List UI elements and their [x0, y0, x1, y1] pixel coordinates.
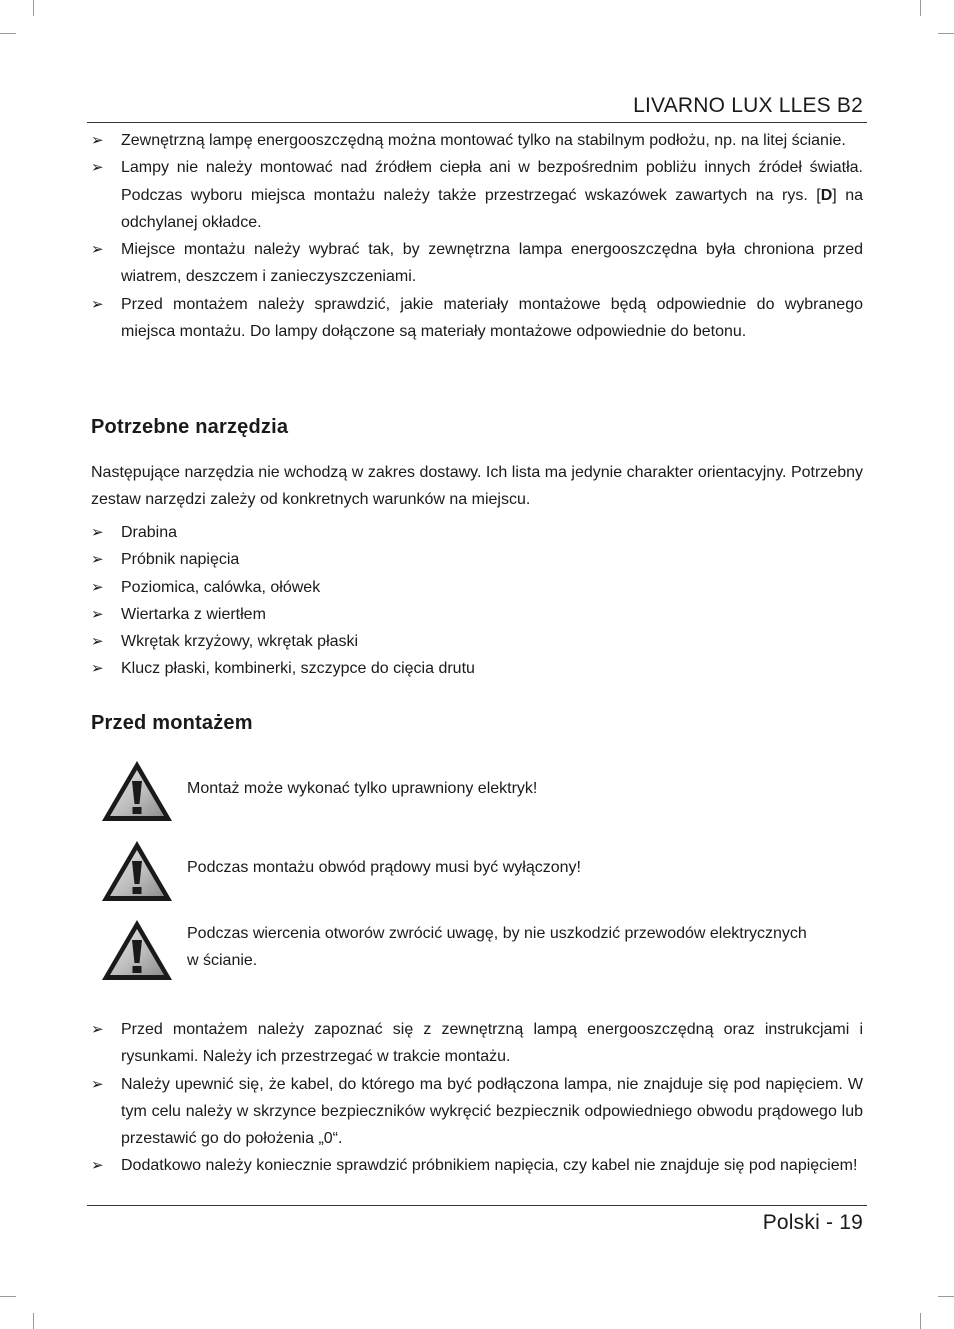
bullet-arrow-icon: ➢	[91, 660, 104, 678]
crop-mark	[938, 33, 954, 34]
section-title-tools: Potrzebne narzędzia	[91, 416, 289, 438]
page-footer	[763, 1211, 863, 1235]
list-item	[91, 236, 863, 291]
crop-mark	[33, 0, 34, 16]
tool-item-text: Klucz płaski, kombinerki, szczypce do cięcia drutu	[121, 660, 475, 678]
tools-intro-paragraph: Następujące narzędzia nie wchodzą w zakres dostawy. Ich lista ma jedynie charakter orientacyjny. Potrzebny zestaw narzędzi zależy od konkretnych warunków na miejscu.	[91, 464, 863, 508]
crop-mark	[0, 1296, 16, 1297]
tool-item-text: Wkrętak krzyżowy, wkrętak płaski	[121, 633, 359, 651]
list-item	[91, 291, 863, 346]
tool-item-text: Drabina	[121, 524, 178, 541]
tool-item-text: Próbnik napięcia	[121, 551, 240, 569]
list-item	[91, 519, 863, 546]
section-title-before-mounting: Przed montażem	[91, 712, 253, 734]
warning-triangle-icon	[100, 918, 174, 982]
list-item	[91, 655, 863, 682]
bullet-arrow-icon: ➢	[91, 605, 104, 623]
bullet-arrow-icon: ➢	[91, 551, 104, 569]
list-item	[91, 154, 863, 236]
list-item	[91, 546, 863, 573]
bullet-text: Lampy nie należy montować nad źródłem ciepła ani w bezpośrednim pobliżu innych źródeł światła. Podczas wyboru miejsca montażu należy także przestrzegać wskazówek zawartych na rys. [	[121, 159, 863, 204]
tool-item-text: Wiertarka z wiertłem	[121, 605, 266, 623]
warning-text: Montaż może wykonać tylko uprawniony elektryk!	[187, 780, 538, 797]
list-item	[91, 628, 863, 655]
header-rule	[87, 122, 867, 123]
warning-text-line: w ścianie.	[187, 952, 258, 969]
bullet-arrow-icon: ➢	[91, 524, 104, 541]
bullet-text: Należy upewnić się, że kabel, do którego ma być podłączona lampa, nie znajduje się pod napięciem. W tym celu należy w skrzynce bezpieczników wykręcić bezpiecznik odpowiedniego obwodu prądowego lub przestawić go do położenia „0“.	[121, 1075, 863, 1148]
bullet-arrow-icon: ➢	[91, 132, 104, 149]
before-mounting-bullet-list	[91, 1016, 863, 1180]
tools-list	[91, 519, 863, 683]
bullet-text: Miejsce montażu należy wybrać tak, by zewnętrzna lampa energooszczędna była chroniona przed wiatrem, deszczem i zanieczyszczeniami.	[121, 241, 863, 286]
warning-triangle-icon	[100, 839, 174, 903]
bullet-arrow-icon: ➢	[91, 633, 104, 651]
bullet-text: Przed montażem należy zapoznać się z zewnętrzną lampą energooszczędną oraz instrukcjami i rysunkami. Należy ich przestrzegać w trakcie montażu.	[121, 1021, 863, 1066]
page-header-title: LIVARNO LUX LLES B2	[633, 94, 863, 117]
warning-text	[187, 920, 867, 974]
bullet-arrow-icon: ➢	[91, 1157, 104, 1175]
list-item	[91, 1071, 863, 1153]
list-item	[91, 127, 863, 154]
warning-text-line: Podczas wiercenia otworów zwrócić uwagę, by nie uszkodzić przewodów elektrycznych	[187, 925, 807, 942]
bullet-text: Dodatkowo należy koniecznie sprawdzić próbnikiem napięcia, czy kabel nie znajduje się pod napięciem!	[121, 1157, 858, 1175]
crop-mark	[920, 0, 921, 16]
bullet-arrow-icon: ➢	[91, 159, 104, 177]
crop-mark	[0, 33, 16, 34]
crop-mark	[938, 1296, 954, 1297]
list-item	[91, 574, 863, 601]
bullet-arrow-icon: ➢	[91, 1021, 104, 1038]
crop-mark	[33, 1313, 34, 1329]
figure-reference: D	[820, 186, 833, 204]
crop-mark	[920, 1313, 921, 1329]
bullet-text: Przed montażem należy sprawdzić, jakie materiały montażowe będą odpowiednie do wybranego miejsca montażu. Do lampy dołączone są materiały montażowe odpowiednie do betonu.	[121, 295, 863, 341]
intro-bullet-list	[91, 127, 863, 345]
footer-language: Polski	[762, 1211, 820, 1234]
tool-item-text: Poziomica, calówka, ołówek	[121, 578, 321, 596]
warning-text: Podczas montażu obwód prądowy musi być wyłączony!	[187, 859, 581, 876]
bullet-text: ] na odchylanej okładce.	[121, 186, 863, 231]
bullet-text: Zewnętrzną lampę energooszczędną można montować tylko na stabilnym podłożu, np. na litej ścianie.	[121, 132, 846, 149]
list-item	[91, 601, 863, 628]
bullet-arrow-icon: ➢	[91, 295, 104, 313]
bullet-arrow-icon: ➢	[91, 241, 104, 259]
page-number: 19	[839, 1211, 863, 1234]
list-item	[91, 1016, 863, 1071]
warning-triangle-icon	[100, 759, 174, 823]
bullet-arrow-icon: ➢	[91, 578, 104, 596]
footer-rule	[87, 1205, 867, 1206]
list-item	[91, 1152, 863, 1179]
bullet-arrow-icon: ➢	[91, 1075, 104, 1093]
footer-separator: -	[825, 1211, 834, 1234]
